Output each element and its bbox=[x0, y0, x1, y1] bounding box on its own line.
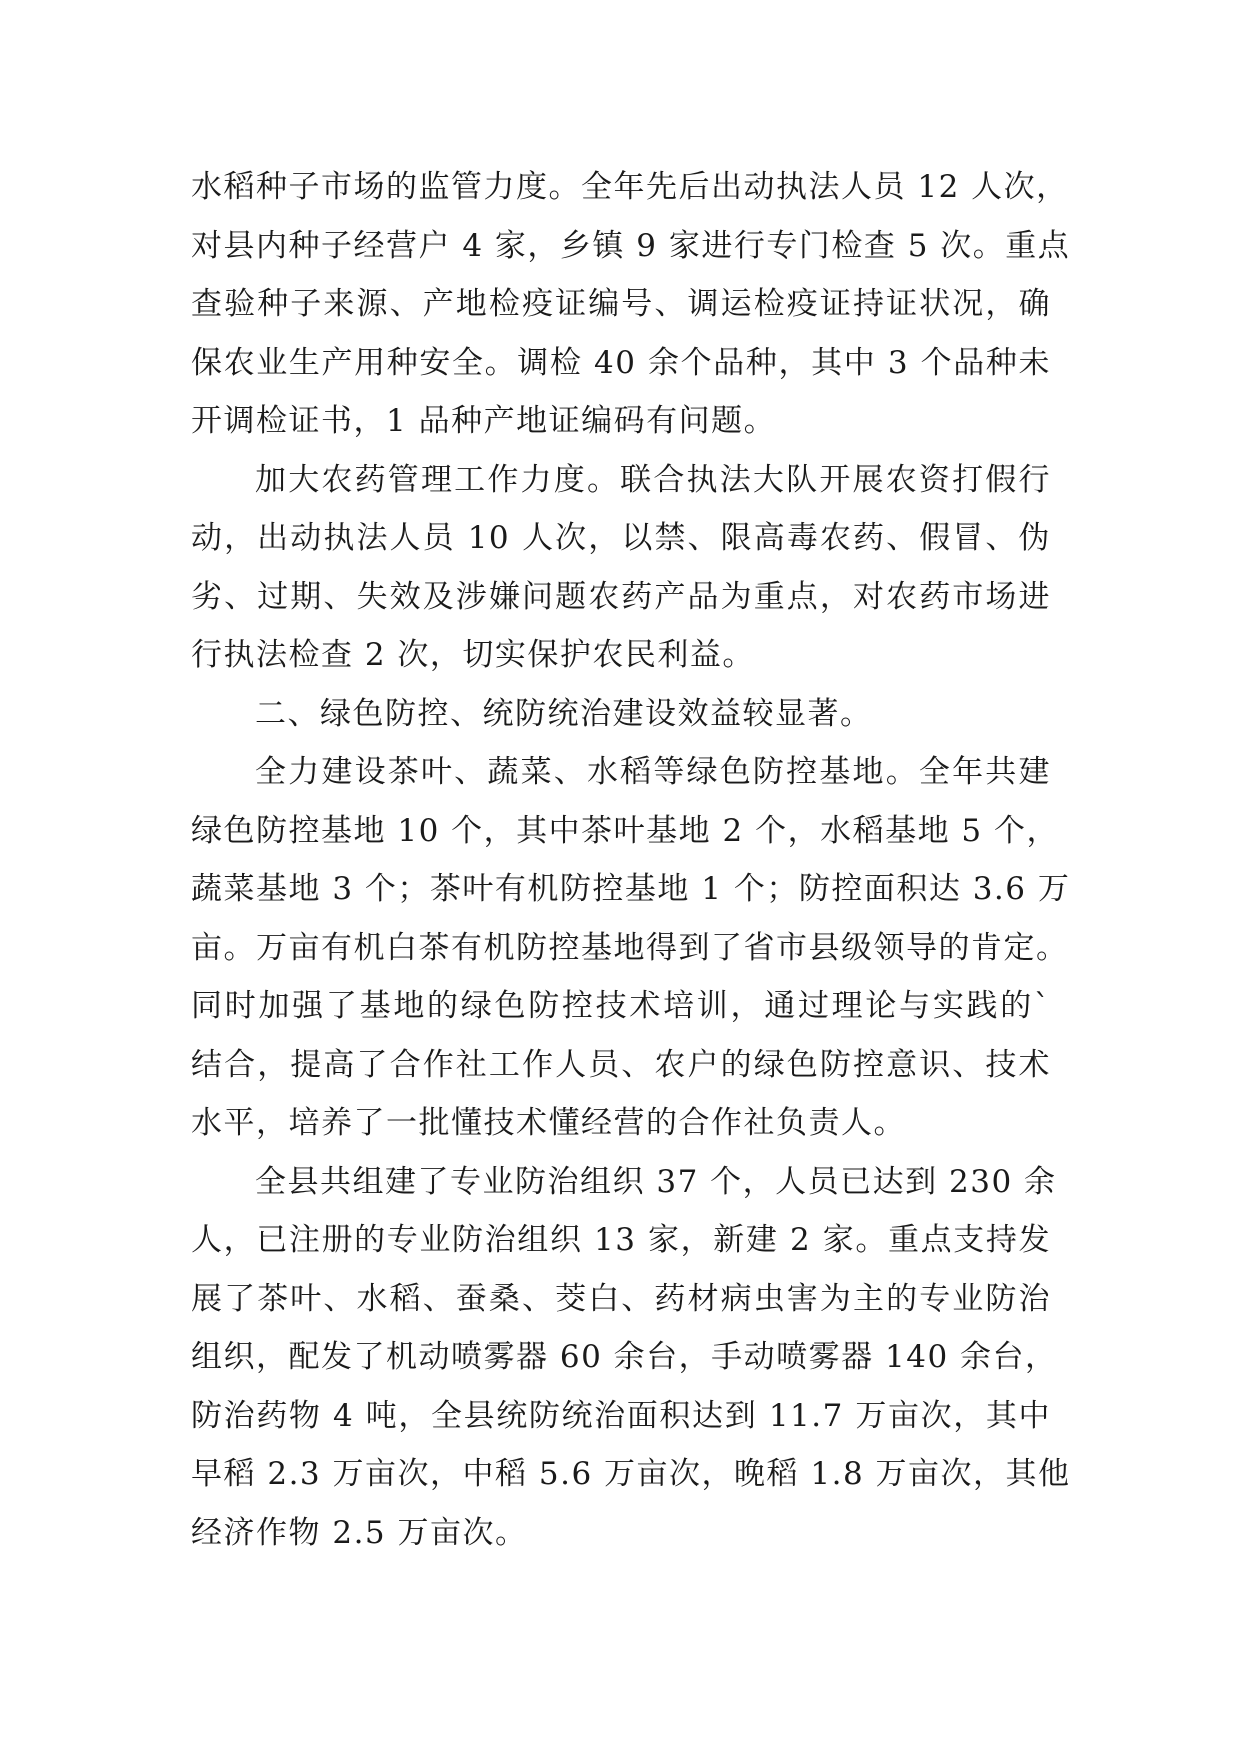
text-line: 保农业生产用种安全。调检 40 余个品种，其中 3 个品种未 bbox=[191, 344, 1051, 381]
text-line: 开调检证书，1 品种产地证编码有问题。 bbox=[191, 403, 777, 439]
text-line: 劣、过期、失效及涉嫌问题农药产品为重点，对农药市场进 bbox=[191, 578, 1051, 615]
text-line: 查验种子来源、产地检疫证编号、调运检疫证持证状况，确 bbox=[191, 286, 1051, 322]
text-line: 动，出动执法人员 10 人次，以禁、限高毒农药、假冒、伪 bbox=[191, 520, 1051, 556]
text-line: 加大农药管理工作力度。联合执法大队开展农资打假行 bbox=[255, 461, 1051, 498]
text-line: 展了茶叶、水稻、蚕桑、茭白、药材病虫害为主的专业防治 bbox=[191, 1280, 1051, 1317]
text-line: 对县内种子经营户 4 家，乡镇 9 家进行专门检查 5 次。重点 bbox=[191, 227, 1071, 264]
text-line: 人，已注册的专业防治组织 13 家，新建 2 家。重点支持发 bbox=[191, 1222, 1051, 1258]
text-line: 组织，配发了机动喷雾器 60 余台，手动喷雾器 140 余台， bbox=[191, 1339, 1058, 1375]
text-line: 蔬菜基地 3 个；茶叶有机防控基地 1 个；防控面积达 3.6 万 bbox=[191, 871, 1071, 907]
text-line: 全力建设茶叶、蔬菜、水稻等绿色防控基地。全年共建 bbox=[255, 754, 1051, 790]
document-body-text bbox=[191, 158, 1071, 1562]
text-line: 行执法检查 2 次，切实保护农民利益。 bbox=[191, 637, 755, 673]
text-line: 二、绿色防控、统防统治建设效益较显著。 bbox=[255, 695, 873, 732]
text-line: 经济作物 2.5 万亩次。 bbox=[191, 1514, 528, 1551]
text-line: 水稻种子市场的监管力度。全年先后出动执法人员 12 人次， bbox=[191, 169, 1069, 205]
text-line: 亩。万亩有机白茶有机防控基地得到了省市县级领导的肯定。 bbox=[191, 929, 1069, 966]
text-line: 同时加强了基地的绿色防控技术培训，通过理论与实践的` bbox=[191, 988, 1051, 1024]
text-line: 绿色防控基地 10 个，其中茶叶基地 2 个，水稻基地 5 个， bbox=[191, 812, 1060, 849]
text-line: 全县共组建了专业防治组织 37 个，人员已达到 230 余 bbox=[255, 1163, 1057, 1200]
text-line: 水平，培养了一批懂技术懂经营的合作社负责人。 bbox=[191, 1105, 906, 1141]
text-line: 早稻 2.3 万亩次，中稻 5.6 万亩次，晚稻 1.8 万亩次，其他 bbox=[191, 1456, 1071, 1492]
text-line: 防治药物 4 吨，全县统防统治面积达到 11.7 万亩次，其中 bbox=[191, 1397, 1051, 1434]
text-line: 结合，提高了合作社工作人员、农户的绿色防控意识、技术 bbox=[191, 1046, 1051, 1083]
